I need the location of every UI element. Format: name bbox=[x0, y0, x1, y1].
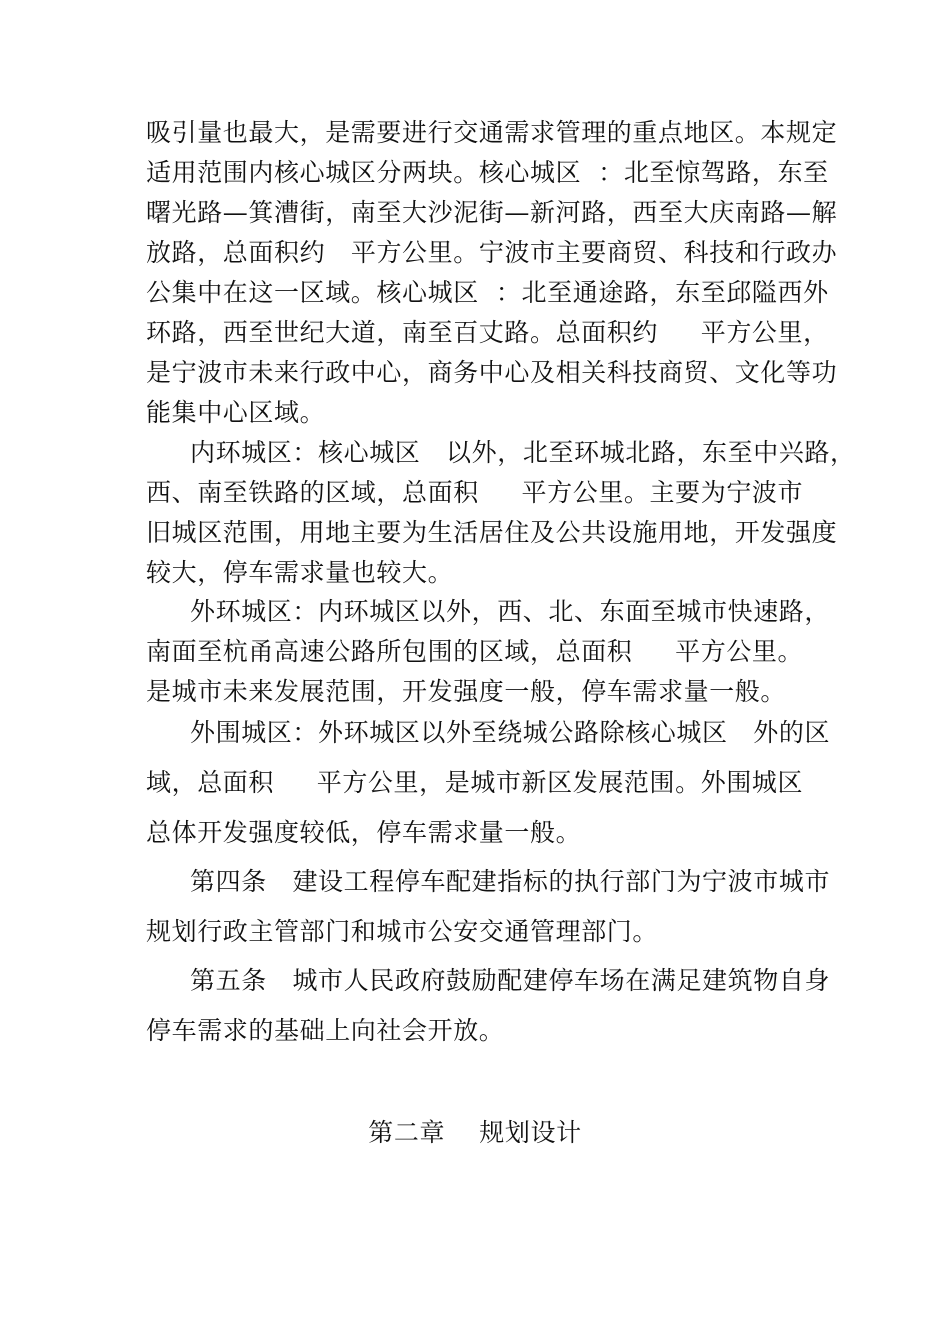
body-text-line: 域，总面积 平方公里，是城市新区发展范围。外围城区 bbox=[146, 768, 804, 797]
body-text-line: 吸引量也最大，是需要进行交通需求管理的重点地区。本规定 bbox=[146, 118, 838, 147]
body-text-line: 总体开发强度较低，停车需求量一般。 bbox=[146, 818, 582, 847]
body-text-line: 公集中在这一区域。核心城区 ：北至通途路，东至邱隘西外 bbox=[146, 278, 829, 307]
body-text-line: 停车需求的基础上向社会开放。 bbox=[146, 1016, 505, 1045]
body-text-line: 环路，西至世纪大道，南至百丈路。总面积约 平方公里， bbox=[146, 318, 829, 347]
body-text-line: 外环城区：内环城区以外，西、北、东面至城市快速路， bbox=[190, 597, 831, 626]
body-text-line: 外围城区：外环城区以外至绕城公路除核心城区 外的区 bbox=[190, 718, 831, 747]
body-text-line: 曙光路—箕漕街，南至大沙泥街—新河路，西至大庆南路—解 bbox=[146, 198, 838, 227]
body-text-line: 能集中心区域。 bbox=[146, 398, 326, 427]
chapter-heading: 第二章 规划设计 bbox=[368, 1118, 582, 1147]
article-4-text: 第四条 建设工程停车配建指标的执行部门为宁波市城市 bbox=[190, 867, 831, 896]
body-text-line: 较大，停车需求量也较大。 bbox=[146, 558, 454, 587]
body-text-line: 内环城区：核心城区 以外，北至环城北路，东至中兴路， bbox=[190, 438, 856, 467]
body-text-line: 旧城区范围，用地主要为生活居住及公共设施用地，开发强度 bbox=[146, 518, 838, 547]
body-text-line: 是宁波市未来行政中心，商务中心及相关科技商贸、文化等功 bbox=[146, 358, 838, 387]
body-text-line: 是城市未来发展范围，开发强度一般，停车需求量一般。 bbox=[146, 677, 787, 706]
body-text-line: 规划行政主管部门和城市公安交通管理部门。 bbox=[146, 917, 659, 946]
body-text-line: 适用范围内核心城区分两块。核心城区 ：北至惊驾路，东至 bbox=[146, 158, 829, 187]
body-text-line: 放路，总面积约 平方公里。宁波市主要商贸、科技和行政办 bbox=[146, 238, 838, 267]
article-5-text: 第五条 城市人民政府鼓励配建停车场在满足建筑物自身 bbox=[190, 966, 831, 995]
body-text-line: 南面至杭甬高速公路所包围的区域，总面积 平方公里。 bbox=[146, 637, 804, 666]
body-text-line: 西、南至铁路的区域，总面积 平方公里。主要为宁波市 bbox=[146, 478, 804, 507]
